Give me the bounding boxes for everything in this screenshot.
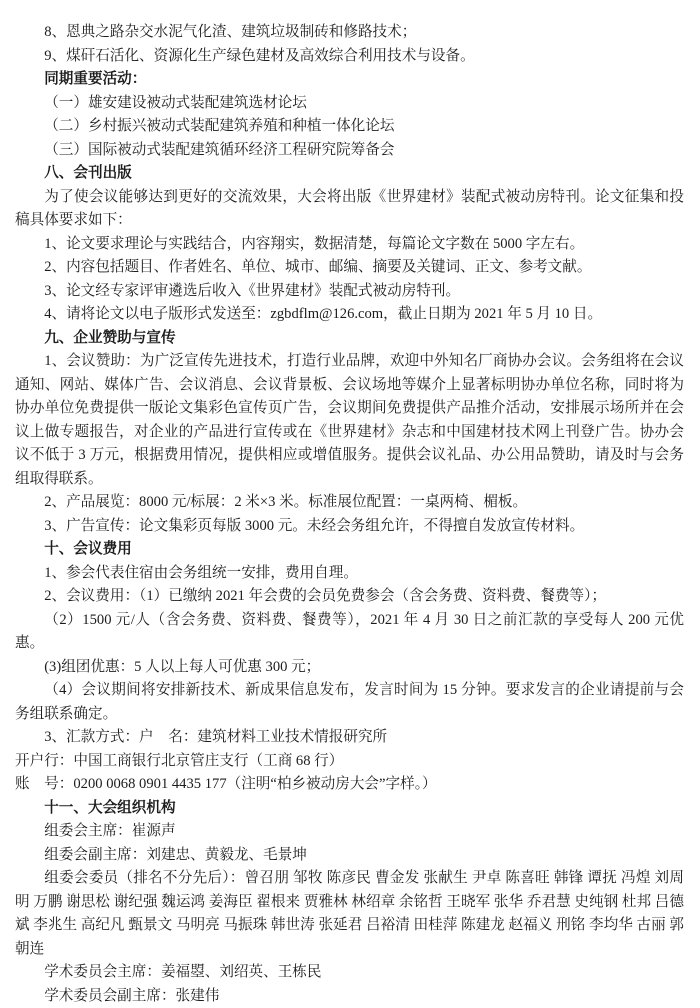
exhibition-paragraph: 2、产品展览：8000 元/标展：2 米×3 米。标准展位配置：一桌两椅、楣板。 [15, 491, 684, 515]
org-committee-members: 组委会委员（排名不分先后）：曾召朋 邹牧 陈彦民 曹金发 张献生 尹卓 陈喜旺 韩锋 谭抚 冯煌 刘周明 万鹏 谢思松 谢纪强 魏运鸿 姜海臣 翟根来 贾雅林 林绍章 余铭哲 王晓军 张华 乔君慧 史纯钢 杜邦 吕德斌 李兆生 高纪凡 甄景文 马明亮 马振珠 韩世涛 张延君 吕裕清 田桂萍 陈建龙 赵福义 刑铭 李均华 古丽 郭朝连 [15, 867, 684, 961]
remittance-account-number: 账 号：0200 0068 0901 4435 177（注明“柏乡被动房大会”字样。） [15, 773, 684, 797]
journal-requirement-3: 3、论文经专家评审遴选后收入《世界建材》装配式被动房特刊。 [15, 280, 684, 304]
activity-item-3: （三）国际被动式装配建筑循环经济工程研究院筹备会 [15, 139, 684, 163]
section-9-heading: 九、企业赞助与宣传 [15, 327, 684, 351]
concurrent-activities-heading: 同期重要活动： [15, 68, 684, 92]
tech-item-9: 9、煤矸石活化、资源化生产绿色建材及高效综合利用技术与设备。 [15, 45, 684, 69]
email-address: zgbdflm@126.com [270, 306, 383, 322]
activity-item-2: （二）乡村振兴被动式装配建筑养殖和种植一体化论坛 [15, 115, 684, 139]
academic-committee-vice-chair: 学术委员会副主席：张建伟 [15, 985, 684, 1008]
remittance-account-name: 3、汇款方式：户 名：建筑材料工业技术情报研究所 [15, 726, 684, 750]
journal-requirement-2: 2、内容包括题目、作者姓名、单位、城市、邮编、摘要及关键词、正文、参考文献。 [15, 256, 684, 280]
advertising-paragraph: 3、广告宣传：论文集彩页每版 3000 元。未经会务组允许，不得擅自发放宣传材料。 [15, 515, 684, 539]
section-10-heading: 十、会议费用 [15, 538, 684, 562]
remittance-bank: 开户行：中国工商银行北京管庄支行（工商 68 行） [15, 750, 684, 774]
fee-item-2-2: （2）1500 元/人（含会务费、资料费、餐费等），2021 年 4 月 30 日之前汇款的享受每人 200 元优惠。 [15, 609, 684, 656]
journal-intro: 为了使会议能够达到更好的交流效果，大会将出版《世界建材》装配式被动房特刊。论文征集和投稿具体要求如下： [15, 186, 684, 233]
email-line-suffix: ，截止日期为 2021 年 5 月 10 日。 [383, 306, 602, 322]
journal-requirement-4 [15, 303, 684, 327]
org-committee-chair: 组委会主席：崔源声 [15, 820, 684, 844]
section-8-heading: 八、会刊出版 [15, 162, 684, 186]
fee-item-1: 1、参会代表住宿由会务组统一安排，费用自理。 [15, 562, 684, 586]
journal-requirement-1: 1、论文要求理论与实践结合，内容翔实，数据清楚，每篇论文字数在 5000 字左右。 [15, 233, 684, 257]
tech-item-8: 8、恩典之路杂交水泥气化渣、建筑垃圾制砖和修路技术； [15, 21, 684, 45]
academic-committee-chairs: 学术委员会主席：姜福曌、刘绍英、王栋民 [15, 961, 684, 985]
section-11-heading: 十一、大会组织机构 [15, 797, 684, 821]
email-line-prefix: 4、请将论文以电子版形式发送至： [44, 306, 270, 322]
sponsorship-paragraph: 1、会议赞助：为广泛宣传先进技术，打造行业品牌，欢迎中外知名厂商协办会议。会务组将在会议通知、网站、媒体广告、会议消息、会议背景板、会议场地等媒介上显著标明协办单位名称，同时将为协办单位免费提供一版论文集彩色宣传页广告，会议期间免费提供产品推介活动，安排展示场所并在会议上做专题报告，对企业的产品进行宣传或在《世界建材》杂志和中国建材技术网上刊登广告。协办会议不低于 3 万元，根据费用情况，提供相应或增值服务。提供会议礼品、办公用品赞助，请及时与会务组取得联系。 [15, 350, 684, 491]
fee-item-2-1: 2、会议费用：（1）已缴纳 2021 年会费的会员免费参会（含会务费、资料费、餐费等）； [15, 585, 684, 609]
fee-item-2-4: （4）会议期间将安排新技术、新成果信息发布，发言时间为 15 分钟。要求发言的企业请提前与会务组联系确定。 [15, 679, 684, 726]
activity-item-1: （一）雄安建设被动式装配建筑选材论坛 [15, 92, 684, 116]
org-committee-vice-chairs: 组委会副主席：刘建忠、黄毅龙、毛景坤 [15, 844, 684, 868]
fee-item-2-3: (3)组团优惠：5 人以上每人可优惠 300 元； [15, 656, 684, 680]
